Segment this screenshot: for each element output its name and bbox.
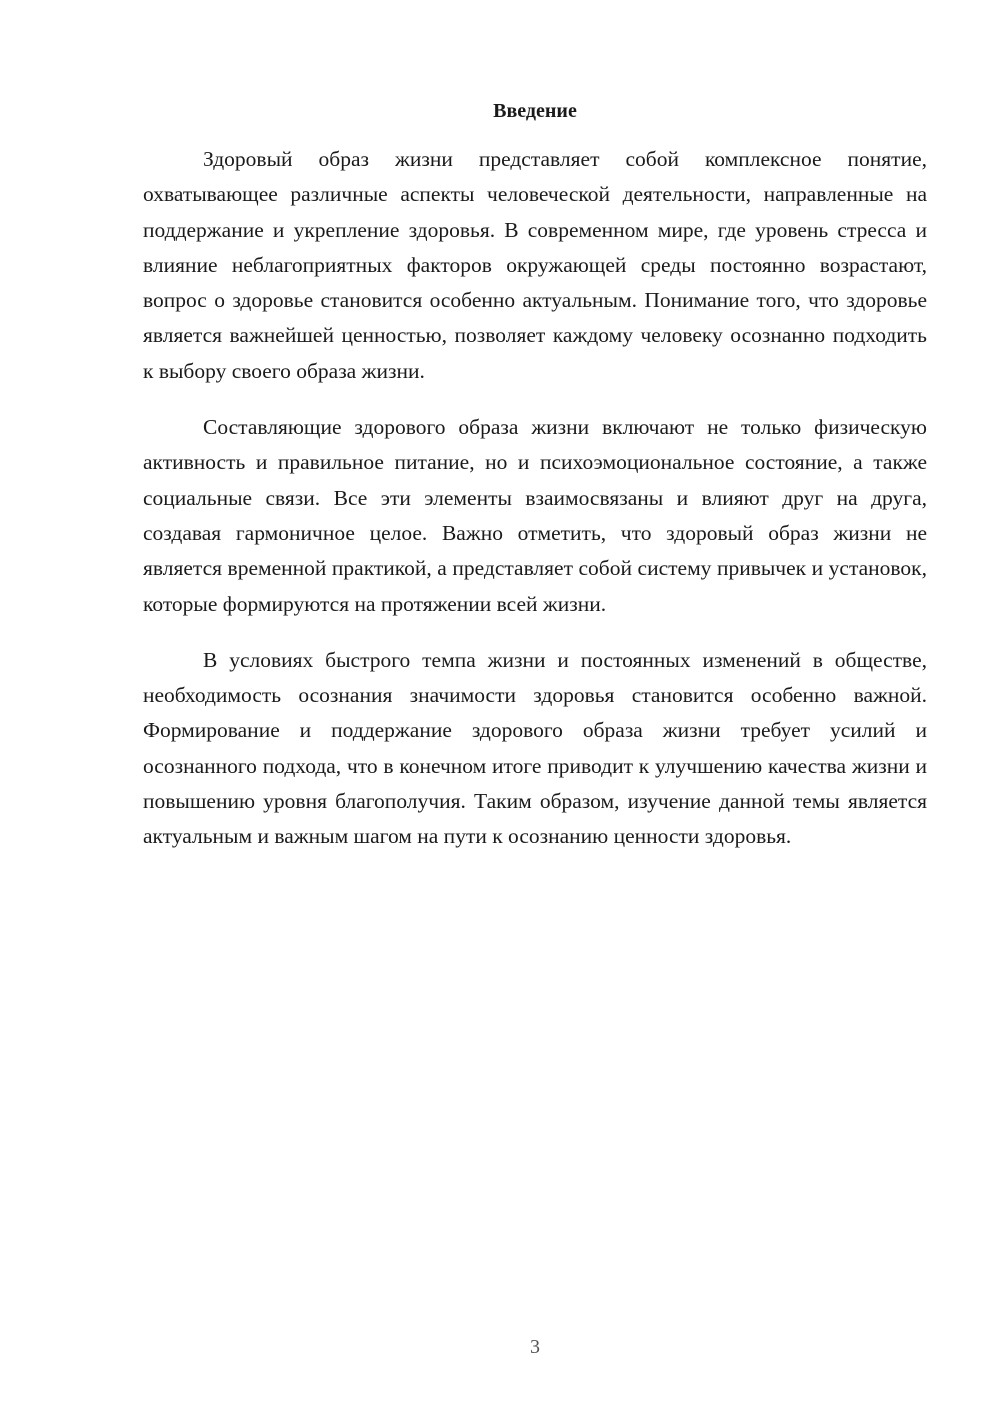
paragraph-3: В условиях быстрого темпа жизни и постоянных изменений в обществе, необходимость осознания значимости здоровья становится особенно важной. Формирование и поддержание здорового образа жизни требует усилий и осознанного подхода, что в конечном итоге приводит к улучшению качества жизни и повышению уровня благополучия. Таким образом, изучение данной темы является актуальным и важным шагом на пути к осознанию ценности здоровья. <box>143 647 927 849</box>
page-number: 3 <box>530 1336 540 1358</box>
paragraph-2: Составляющие здорового образа жизни включают не только физическую активность и правильное питание, но и психоэмоциональное состояние, а также социальные связи. Все эти элементы взаимосвязаны и влияют друг на друга, создавая гармоничное целое. Важно отметить, что здоровый образ жизни не является временной практикой, а представляет собой систему привычек и установок, которые формируются на протяжении всей жизни. <box>143 415 927 616</box>
body-text <box>143 142 927 876</box>
paragraph-1: Здоровый образ жизни представляет собой комплексное понятие, охватывающее различные аспекты человеческой деятельности, направленные на поддержание и укрепление здоровья. В современном мире, где уровень стресса и влияние неблагоприятных факторов окружающей среды постоянно возрастают, вопрос о здоровье становится особенно актуальным. Понимание того, что здоровье является важнейшей ценностью, позволяет каждому человеку осознанно подходить к выбору своего образа жизни. <box>143 147 927 383</box>
section-heading: Введение <box>493 100 577 122</box>
